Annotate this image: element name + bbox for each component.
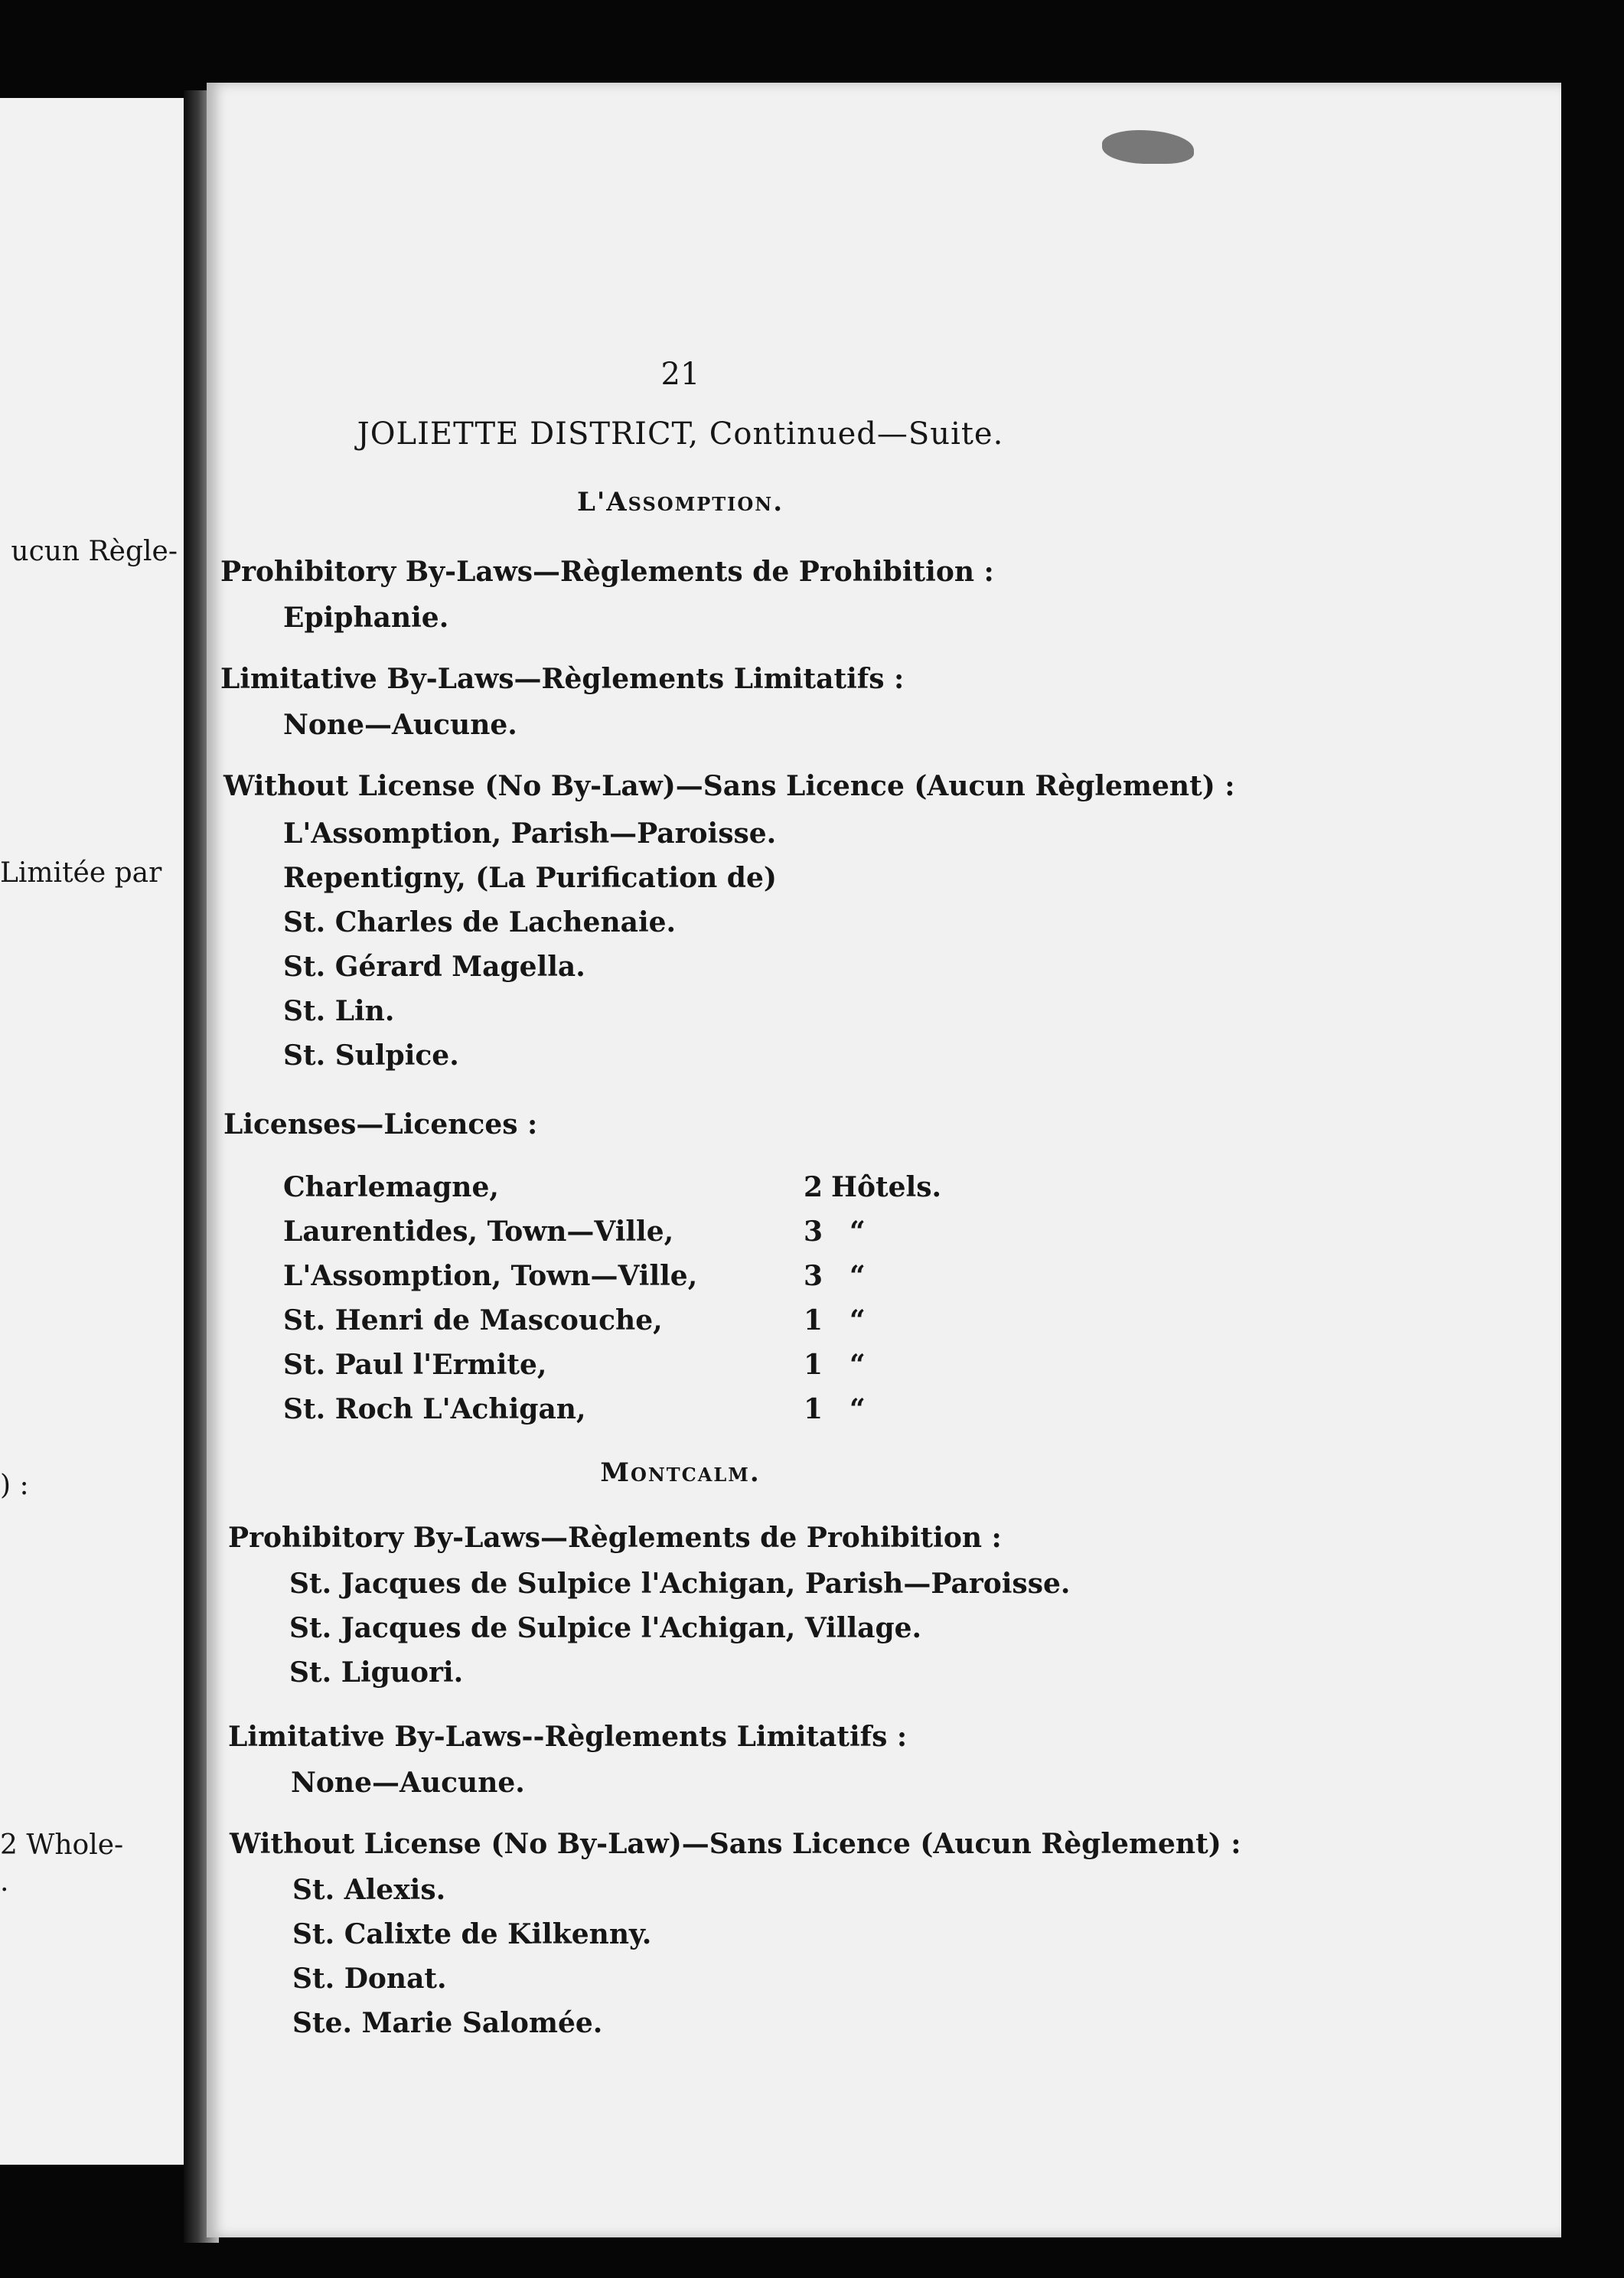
list-item: L'Assomption, Parish—Paroisse.	[283, 818, 777, 850]
previous-page-text: .	[0, 1866, 9, 1898]
license-type: “	[850, 1216, 866, 1248]
list-item: Repentigny, (La Purification de)	[283, 862, 777, 894]
license-count: 1	[804, 1393, 823, 1425]
list-item: Ste. Marie Salomée.	[292, 2007, 603, 2039]
district-title: JOLIETTE DISTRICT, Continued—Suite.	[357, 416, 1004, 452]
license-type: “	[850, 1304, 866, 1336]
previous-page-fragment	[0, 98, 196, 2165]
list-item: None—Aucune.	[283, 709, 517, 741]
limitative-heading: Limitative By-Laws--Règlements Limitatifs :	[228, 1721, 908, 1753]
list-item: St. Liguori.	[289, 1656, 464, 1689]
list-item: St. Sulpice.	[283, 1039, 459, 1072]
license-place: L'Assomption, Town—Ville,	[283, 1260, 698, 1292]
licenses-heading: Licenses—Licences :	[223, 1108, 538, 1141]
page-number: 21	[660, 357, 700, 392]
license-place: St. Roch L'Achigan,	[283, 1393, 586, 1425]
prohibitory-heading: Prohibitory By-Laws—Règlements de Prohibition :	[220, 556, 994, 588]
list-item: St. Jacques de Sulpice l'Achigan, Village.	[289, 1612, 922, 1644]
list-item: Epiphanie.	[283, 602, 449, 634]
page-content	[207, 83, 1561, 2237]
list-item: St. Calixte de Kilkenny.	[292, 1918, 652, 1950]
prohibitory-heading: Prohibitory By-Laws—Règlements de Prohibition :	[228, 1522, 1002, 1554]
license-type: “	[850, 1349, 866, 1381]
license-count: 1	[804, 1349, 823, 1381]
license-count: 2	[804, 1171, 823, 1203]
license-place: St. Henri de Mascouche,	[283, 1304, 663, 1336]
previous-page-text: ) :	[0, 1470, 29, 1501]
license-place: St. Paul l'Ermite,	[283, 1349, 547, 1381]
previous-page-text: 2 Whole-	[0, 1829, 124, 1861]
scanned-page	[207, 83, 1561, 2237]
scan-border	[0, 2243, 1624, 2278]
list-item: St. Jacques de Sulpice l'Achigan, Parish—Paroisse.	[289, 1568, 1071, 1600]
previous-page-text: ucun Règle-	[11, 536, 178, 567]
section-heading: L'Assomption.	[576, 487, 784, 517]
license-count: 3	[804, 1216, 823, 1248]
license-count: 3	[804, 1260, 823, 1292]
list-item: St. Charles de Lachenaie.	[283, 906, 677, 938]
without-license-heading: Without License (No By-Law)—Sans Licence (Aucun Règlement) :	[223, 770, 1235, 802]
limitative-heading: Limitative By-Laws—Règlements Limitatifs :	[220, 663, 905, 695]
license-type: “	[850, 1393, 866, 1425]
section-heading: Montcalm.	[600, 1457, 761, 1488]
list-item: St. Lin.	[283, 995, 395, 1027]
license-count: 1	[804, 1304, 823, 1336]
previous-page-text: Limitée par	[0, 857, 162, 889]
license-type: “	[850, 1260, 866, 1292]
without-license-heading: Without License (No By-Law)—Sans Licence (Aucun Règlement) :	[230, 1828, 1241, 1860]
license-place: Laurentides, Town—Ville,	[283, 1216, 674, 1248]
list-item: St. Gérard Magella.	[283, 951, 585, 983]
license-place: Charlemagne,	[283, 1171, 499, 1203]
license-type: Hôtels.	[831, 1171, 942, 1203]
list-item: None—Aucune.	[291, 1767, 525, 1799]
list-item: St. Alexis.	[292, 1874, 446, 1906]
list-item: St. Donat.	[292, 1963, 447, 1995]
